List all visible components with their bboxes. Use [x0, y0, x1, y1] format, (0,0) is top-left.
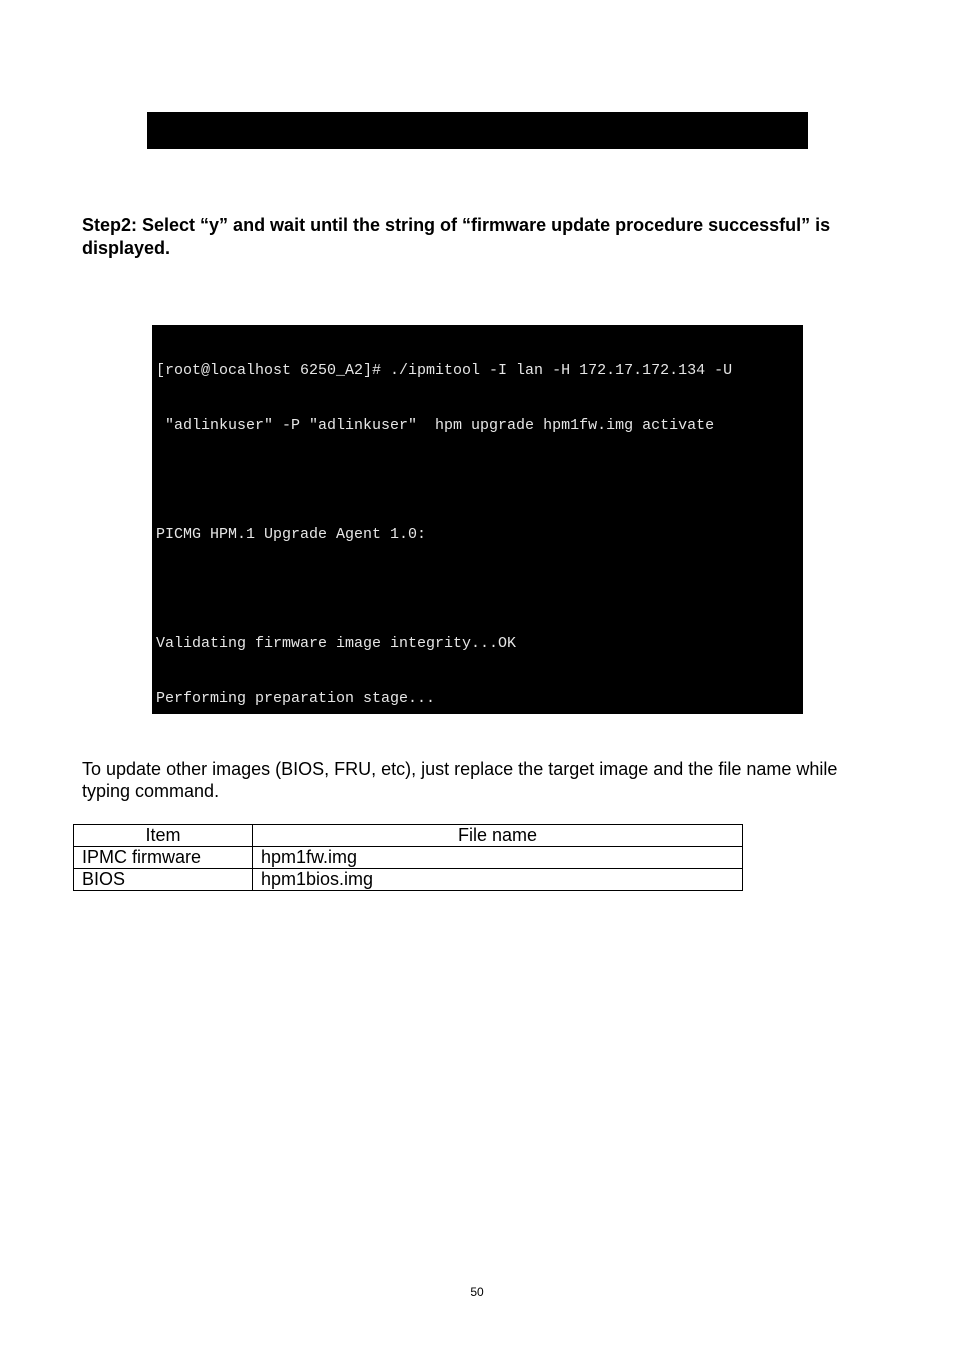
terminal-line	[156, 472, 803, 490]
table-cell-item: BIOS	[74, 869, 253, 891]
terminal-line: PICMG HPM.1 Upgrade Agent 1.0:	[156, 526, 427, 544]
table-header-item: Item	[74, 825, 253, 847]
table-cell-file-name: hpm1bios.img	[253, 869, 743, 891]
step2-instruction: Step2: Select “y” and wait until the string of “firmware update procedure successful” is displayed.	[82, 215, 831, 258]
terminal-line: "adlinkuser" -P "adlinkuser" hpm upgrade hpm1fw.img activate	[156, 417, 715, 434]
table-row	[74, 869, 743, 891]
terminal-command-screenshot	[147, 112, 808, 149]
terminal-output-screenshot	[152, 325, 803, 714]
terminal-line: Performing preparation stage...	[156, 689, 436, 707]
update-other-images-paragraph: To update other images (BIOS, FRU, etc), just replace the target image and the file name while typing command.	[82, 759, 838, 801]
terminal-line: [root@localhost 6250_A2]# ./ipmitool -I lan -H 172.17.172.134 -U	[156, 362, 733, 380]
table-cell-item: IPMC firmware	[74, 847, 253, 869]
terminal-line: Validating firmware image integrity...OK	[156, 635, 517, 653]
file-name-table	[73, 824, 743, 891]
page-number: 50	[470, 1285, 484, 1299]
table-row	[74, 847, 743, 869]
table-header-row	[74, 825, 743, 847]
table-cell-file-name: hpm1fw.img	[253, 847, 743, 869]
terminal-line	[156, 581, 803, 599]
table-header-file-name: File name	[253, 825, 743, 847]
